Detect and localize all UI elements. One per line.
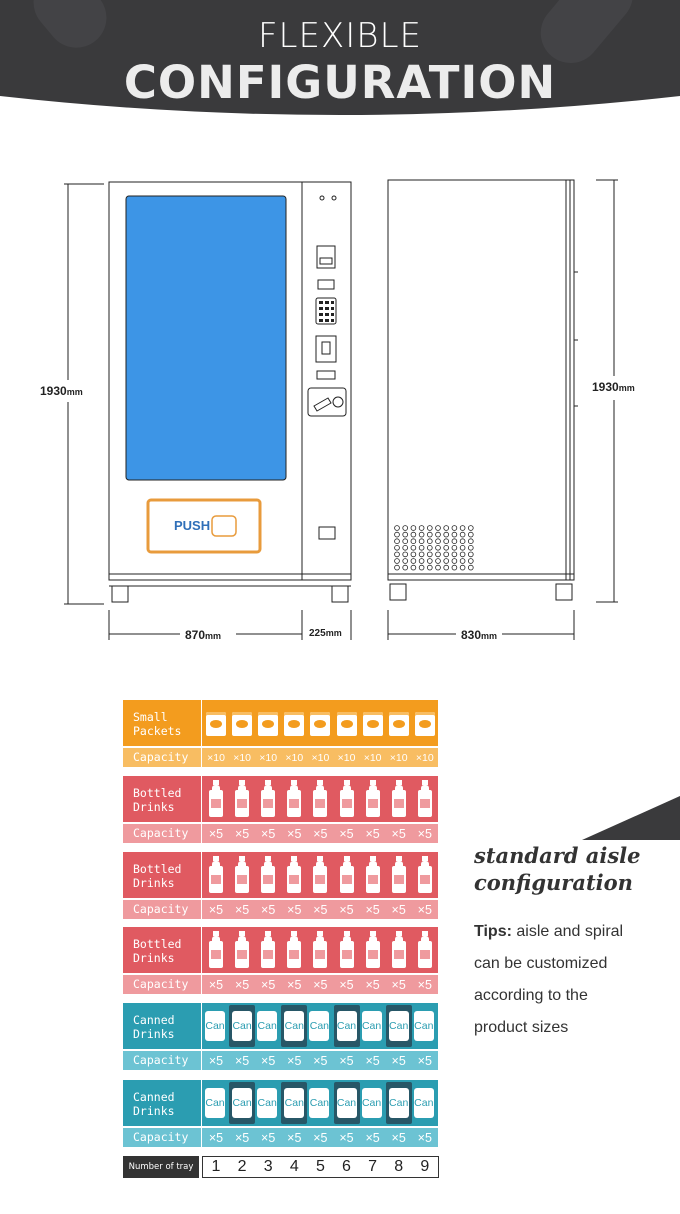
front-height-label: 1930mm <box>40 384 83 398</box>
bottle-icon <box>392 780 406 818</box>
capacity-value: ×5 <box>208 827 224 841</box>
row-label-line: Drinks <box>133 1104 175 1118</box>
row-label-line: Canned <box>133 1090 175 1104</box>
can-icon <box>205 1088 227 1120</box>
bottle-icon <box>340 931 354 969</box>
capacity-value: ×5 <box>417 827 432 841</box>
tips-line-2: can be customized <box>474 955 608 972</box>
capacity-value: ×5 <box>261 1054 276 1068</box>
capacity-value: ×5 <box>339 903 354 917</box>
row-label <box>123 776 201 822</box>
capacity-value: ×5 <box>287 827 302 841</box>
capacity-value: ×5 <box>365 1131 380 1145</box>
bottle-icon <box>392 856 406 894</box>
bottle-icon <box>261 931 275 969</box>
row-label-line: Bottled <box>133 786 182 800</box>
can-icon <box>257 1011 279 1043</box>
capacity-value: ×5 <box>234 903 250 917</box>
header-banner <box>0 0 680 120</box>
capacity-value: ×5 <box>417 978 432 992</box>
row-label-line: Drinks <box>133 876 175 890</box>
machine-drawings <box>0 170 680 650</box>
capacity-value: ×5 <box>261 903 276 917</box>
can-label: Can <box>309 1011 329 1041</box>
can-icon <box>229 1082 255 1124</box>
small-packet-icon <box>337 712 357 736</box>
can-icon <box>309 1088 331 1120</box>
row-label <box>123 927 201 973</box>
can-icon <box>281 1005 307 1047</box>
capacity-value: ×5 <box>313 903 328 917</box>
row-label-line: Small <box>133 710 168 724</box>
can-label: Can <box>205 1088 225 1118</box>
capacity-label: Capacity <box>123 748 201 767</box>
tray-number: 3 <box>263 1158 273 1175</box>
can-label: Can <box>205 1011 225 1041</box>
aisle-config-title-line1: standard aisle <box>474 843 641 868</box>
bottle-icon <box>287 856 301 894</box>
can-label: Can <box>414 1011 434 1041</box>
side-height-label: 1930mm <box>592 380 635 394</box>
can-icon <box>257 1088 279 1120</box>
capacity-value: ×10 <box>285 752 304 764</box>
capacity-value: ×5 <box>261 1131 276 1145</box>
bottle-icon <box>418 931 432 969</box>
can-icon <box>386 1082 412 1124</box>
bottle-icon <box>261 856 275 894</box>
tips-label: Tips: <box>474 923 512 940</box>
capacity-value: ×10 <box>207 752 225 764</box>
can-icon <box>334 1082 360 1124</box>
can-label: Can <box>309 1088 329 1118</box>
touch-screen <box>126 196 286 480</box>
capacity-value: ×5 <box>391 903 406 917</box>
capacity-value: ×5 <box>261 827 276 841</box>
bottle-icon <box>418 780 432 818</box>
panel-width-label: 225mm <box>309 628 342 639</box>
capacity-value: ×5 <box>339 978 354 992</box>
capacity-value: ×10 <box>259 752 278 764</box>
small-packet-icon <box>389 712 409 736</box>
capacity-label: Capacity <box>123 1128 201 1147</box>
row-label <box>123 700 201 746</box>
row-label-line: Packets <box>133 724 182 738</box>
can-label: Can <box>232 1088 252 1118</box>
small-packet-icon <box>363 712 383 736</box>
bottle-icon <box>287 931 301 969</box>
capacity-label: Capacity <box>123 824 201 843</box>
capacity-value: ×10 <box>233 752 251 764</box>
row-label <box>123 1080 201 1126</box>
bottle-icon <box>340 856 354 894</box>
capacity-value: ×5 <box>339 1054 354 1068</box>
capacity-value: ×10 <box>363 752 382 764</box>
bottle-icon <box>313 856 327 894</box>
capacity-value: ×5 <box>234 1131 250 1145</box>
small-packet-icon <box>310 712 330 736</box>
capacity-value: ×5 <box>365 978 380 992</box>
can-label: Can <box>389 1088 409 1118</box>
aisle-config-title <box>474 842 641 896</box>
header-title-line2: CONFIGURATION <box>123 56 557 109</box>
row-label-line: Bottled <box>133 937 182 951</box>
small-packet-icon <box>284 712 304 736</box>
capacity-value: ×5 <box>339 1131 354 1145</box>
capacity-value: ×5 <box>417 1131 432 1145</box>
bottle-icon <box>366 856 380 894</box>
decorative-stripe <box>560 796 680 840</box>
capacity-label: Capacity <box>123 1051 201 1070</box>
capacity-value: ×5 <box>261 978 276 992</box>
capacity-value: ×5 <box>391 827 406 841</box>
capacity-value: ×5 <box>287 1054 302 1068</box>
side-depth-label: 830mm <box>461 628 498 642</box>
can-icon <box>414 1088 436 1120</box>
bottle-icon <box>418 856 432 894</box>
bottle-icon <box>313 780 327 818</box>
small-packet-icon <box>258 712 278 736</box>
tray-number: 4 <box>289 1158 299 1175</box>
capacity-value: ×5 <box>313 978 328 992</box>
tips-line-3: according to the <box>474 987 588 1004</box>
bottle-icon <box>261 780 275 818</box>
capacity-label: Capacity <box>123 900 201 919</box>
capacity-value: ×5 <box>287 903 302 917</box>
row-label <box>123 852 201 898</box>
bottle-icon <box>235 931 249 969</box>
tips-text <box>474 916 674 1044</box>
capacity-value: ×5 <box>391 1054 406 1068</box>
tray-number: 7 <box>368 1158 378 1175</box>
capacity-value: ×10 <box>337 752 356 764</box>
bottle-icon <box>392 931 406 969</box>
capacity-value: ×5 <box>391 1131 406 1145</box>
capacity-value: ×5 <box>417 1054 432 1068</box>
can-icon <box>205 1011 227 1043</box>
capacity-value: ×5 <box>365 903 380 917</box>
can-icon <box>362 1011 384 1043</box>
tray-number: 8 <box>394 1158 404 1175</box>
small-packet-icon <box>206 712 226 736</box>
capacity-value: ×5 <box>208 903 224 917</box>
tips-line-1: aisle and spiral <box>511 923 624 940</box>
row-label <box>123 1003 201 1049</box>
capacity-value: ×5 <box>287 978 302 992</box>
can-label: Can <box>414 1088 434 1118</box>
can-icon <box>414 1011 436 1043</box>
capacity-value: ×5 <box>208 1054 224 1068</box>
bottle-icon <box>209 931 223 969</box>
tray-number: 5 <box>315 1158 325 1175</box>
row-label-line: Bottled <box>133 862 182 876</box>
capacity-value: ×5 <box>391 978 406 992</box>
tray-label: Number of tray <box>123 1156 199 1178</box>
can-label: Can <box>232 1011 252 1041</box>
can-label: Can <box>362 1088 382 1118</box>
tray-number: 2 <box>237 1158 247 1175</box>
small-packet-icon <box>232 712 252 736</box>
tray-number: 1 <box>211 1158 221 1175</box>
bottle-icon <box>366 931 380 969</box>
tray-number: 6 <box>342 1158 351 1175</box>
capacity-value: ×5 <box>208 978 224 992</box>
row-label-line: Drinks <box>133 800 175 814</box>
tips-line-4: product sizes <box>474 1019 569 1036</box>
can-label: Can <box>362 1011 382 1041</box>
can-label: Can <box>284 1088 304 1118</box>
can-icon <box>229 1005 255 1047</box>
capacity-value: ×10 <box>415 752 434 764</box>
small-packet-icon <box>415 712 435 736</box>
can-icon <box>281 1082 307 1124</box>
capacity-value: ×5 <box>234 978 250 992</box>
capacity-value: ×5 <box>313 1054 328 1068</box>
row-label-line: Drinks <box>133 951 175 965</box>
aisle-config-title-line2: configuration <box>474 870 633 895</box>
can-label: Can <box>337 1011 357 1041</box>
capacity-value: ×5 <box>287 1131 302 1145</box>
capacity-value: ×5 <box>234 1054 250 1068</box>
capacity-value: ×5 <box>234 827 250 841</box>
capacity-value: ×5 <box>365 827 380 841</box>
capacity-value: ×10 <box>311 752 330 764</box>
side-cabinet <box>388 180 574 580</box>
capacity-value: ×5 <box>313 1131 328 1145</box>
can-label: Can <box>257 1011 277 1041</box>
can-icon <box>334 1005 360 1047</box>
capacity-value: ×5 <box>313 827 328 841</box>
tray-number: 9 <box>420 1158 430 1175</box>
row-label-line: Canned <box>133 1013 175 1027</box>
capacity-label: Capacity <box>123 975 201 994</box>
capacity-value: ×5 <box>365 1054 380 1068</box>
can-label: Can <box>389 1011 409 1041</box>
bottle-icon <box>313 931 327 969</box>
header-title-line1: FLEXIBLE <box>258 16 422 56</box>
bottle-icon <box>287 780 301 818</box>
front-width-label: 870mm <box>185 628 222 642</box>
capacity-value: ×10 <box>389 752 408 764</box>
can-label: Can <box>337 1088 357 1118</box>
bottle-icon <box>340 780 354 818</box>
push-label: PUSH <box>174 518 211 533</box>
bottle-icon <box>235 780 249 818</box>
capacity-value: ×5 <box>208 1131 224 1145</box>
can-icon <box>362 1088 384 1120</box>
bottle-icon <box>209 856 223 894</box>
can-label: Can <box>284 1011 304 1041</box>
bottle-icon <box>209 780 223 818</box>
capacity-value: ×5 <box>339 827 354 841</box>
row-label-line: Drinks <box>133 1027 175 1041</box>
can-label: Can <box>257 1088 277 1118</box>
can-icon <box>309 1011 331 1043</box>
can-icon <box>386 1005 412 1047</box>
bottle-icon <box>235 856 249 894</box>
bottle-icon <box>366 780 380 818</box>
capacity-value: ×5 <box>417 903 432 917</box>
